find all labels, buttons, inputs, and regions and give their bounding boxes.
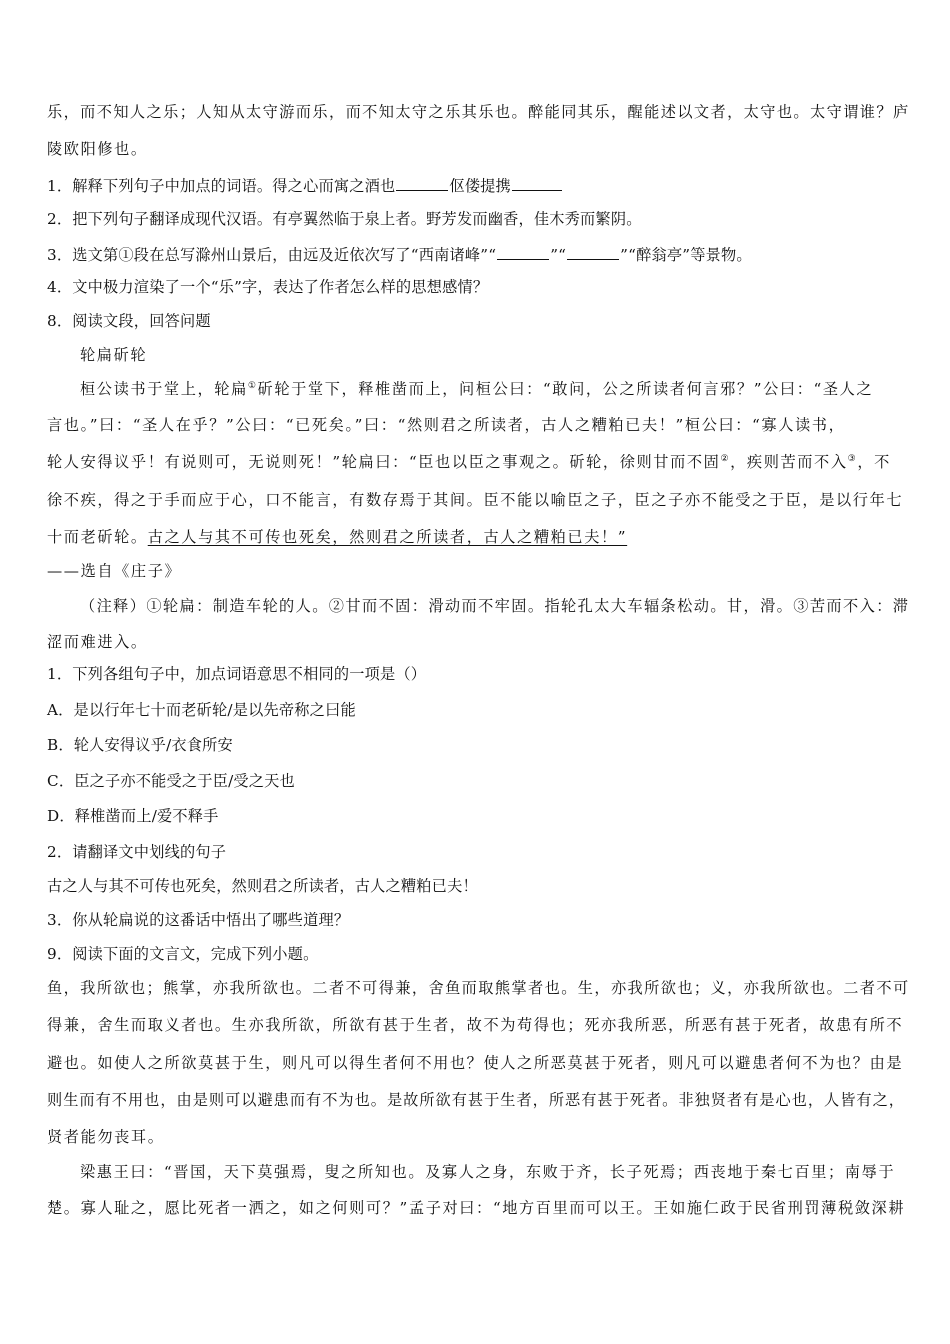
q8-passage-line-1 bbox=[80, 379, 910, 399]
q7-item-2: 2．把下列句子翻译成现代汉语。有亭翼然临于泉上者。野芳发而幽香，佳木秀而繁阴。 bbox=[47, 210, 642, 228]
q8-text: ，不 bbox=[857, 453, 891, 471]
q9-passage-line-3: 避也。如使人之所欲莫甚于生，则凡可以得生者何不用也？使人之所恶莫甚于死者，则凡可以避患者何不为也？由是 bbox=[47, 1054, 904, 1072]
q8-passage-line-3 bbox=[47, 452, 910, 472]
answer-blank-4[interactable] bbox=[567, 243, 619, 260]
q8-text: 十而老斫轮。 bbox=[47, 528, 148, 546]
q7-item-3 bbox=[47, 243, 910, 265]
footnote-marker-3: ③ bbox=[847, 453, 858, 464]
q7-item-3-text-c: ”“醉翁亭”等景物。 bbox=[620, 246, 752, 264]
underlined-sentence: 古之人与其不可传也死矣，然则君之所读者，古人之糟粕已夫！” bbox=[147, 528, 628, 546]
q8-text: 轮人安得议乎！有说则可，无说则死！”轮扁曰：“臣也以臣之事观之。斫轮，徐则甘而不固 bbox=[47, 453, 721, 471]
option-c[interactable]: C．臣之子亦不能受之于臣/受之天也 bbox=[47, 772, 295, 790]
q7-item-3-text-b: ”“ bbox=[550, 246, 567, 264]
q8-passage-line-5 bbox=[47, 527, 910, 547]
q8-question-3: 3．你从轮扁说的这番话中悟出了哪些道理？ bbox=[47, 911, 350, 929]
q7-item-1 bbox=[47, 174, 910, 196]
q8-question-2-sentence: 古之人与其不可传也死矣，然则君之所读者，古人之糟粕已夫！ bbox=[47, 877, 478, 895]
q9-heading: 9．阅读下面的文言文，完成下列小题。 bbox=[47, 945, 319, 963]
q8-heading: 8．阅读文段，回答问题 bbox=[47, 312, 211, 330]
answer-blank-1[interactable] bbox=[396, 174, 448, 191]
q9-passage-line-4: 则生而有不用也，由是则可以避患而有不为也。是故所欲有甚于生者，所恶有甚于死者。非独贤者有是心也，人皆有之， bbox=[47, 1091, 905, 1109]
option-a[interactable]: A．是以行年七十而老斫轮/是以先帝称之曰能 bbox=[47, 701, 356, 719]
q8-text: ，疾则苦而不入 bbox=[730, 453, 848, 471]
q7-item-3-text-a: 3．选文第①段在总写滁州山景后，由远及近依次写了“西南诸峰”“ bbox=[47, 246, 497, 264]
q8-text: 斫轮于堂下，释椎凿而上，问桓公曰：“敢问，公之所读者何言邪？”公曰：“圣人之 bbox=[257, 380, 874, 398]
footnote-marker-1: ① bbox=[247, 380, 258, 391]
footnote-marker-2: ② bbox=[720, 453, 731, 464]
answer-blank-3[interactable] bbox=[497, 243, 549, 260]
q8-passage-title: 轮扁斫轮 bbox=[80, 346, 148, 364]
q9-passage-line-5: 贤者能勿丧耳。 bbox=[47, 1128, 165, 1146]
q8-question-2: 2．请翻译文中划线的句子 bbox=[47, 843, 227, 861]
q8-question-1: 1．下列各组句子中，加点词语意思不相同的一项是（） bbox=[47, 665, 427, 683]
q9-passage-line-2: 得兼，舍生而取义者也。生亦我所欲，所欲有甚于生者，故不为苟得也；死亦我所恶，所恶有甚于死者，故患有所不 bbox=[47, 1016, 904, 1034]
intro-line-2: 陵欧阳修也。 bbox=[47, 140, 148, 158]
q8-passage-line-4: 徐不疾，得之于手而应于心，口不能言，有数存焉于其间。臣不能以喻臣之子，臣之子亦不能受之于臣，是以行年七 bbox=[47, 491, 904, 509]
answer-blank-2[interactable] bbox=[512, 174, 562, 191]
q9-passage-2-line-1: 梁惠王曰：“晋国，天下莫强焉，叟之所知也。及寡人之身，东败于齐，长子死焉；西丧地于秦七百里；南辱于 bbox=[80, 1163, 896, 1181]
option-b[interactable]: B．轮人安得议乎/衣食所安 bbox=[47, 736, 233, 754]
q8-text: 桓公读书于堂上，轮扁 bbox=[80, 380, 248, 398]
q7-item-4: 4．文中极力渲染了一个“乐”字，表达了作者怎么样的思想感情？ bbox=[47, 278, 489, 296]
q8-notes-line-2: 涩而难进入。 bbox=[47, 633, 148, 651]
q8-source: ——选自《庄子》 bbox=[47, 562, 182, 580]
option-d[interactable]: D．释椎凿而上/爱不释手 bbox=[47, 807, 219, 825]
q9-passage-line-1: 鱼，我所欲也；熊掌，亦我所欲也。二者不可得兼，舍鱼而取熊掌者也。生，亦我所欲也；义，亦我所欲也。二者不可 bbox=[47, 979, 910, 997]
q9-passage-2-line-2: 楚。寡人耻之，愿比死者一洒之，如之何则可？”孟子对曰：“地方百里而可以王。王如施仁政于民省刑罚薄税敛深耕 bbox=[47, 1199, 906, 1217]
q7-item-1-text: 1．解释下列句子中加点的词语。得之心而寓之酒也 bbox=[47, 177, 396, 195]
q7-item-1-text-b: 伛偻提携 bbox=[449, 177, 511, 195]
intro-line-1: 乐，而不知人之乐；人知从太守游而乐，而不知太守之乐其乐也。醉能同其乐，醒能述以文者，太守也。太守谓谁？庐 bbox=[47, 103, 910, 121]
q8-notes-line-1: （注释）①轮扁：制造车轮的人。②甘而不固：滑动而不牢固。指轮孔太大车辐条松动。甘，滑。③苦而不入：滞 bbox=[80, 597, 910, 615]
q8-passage-line-2: 言也。”曰：“圣人在乎？”公曰：“已死矣。”曰：“然则君之所读者，古人之糟粕已夫！”桓公曰：“寡人读书， bbox=[47, 416, 846, 434]
